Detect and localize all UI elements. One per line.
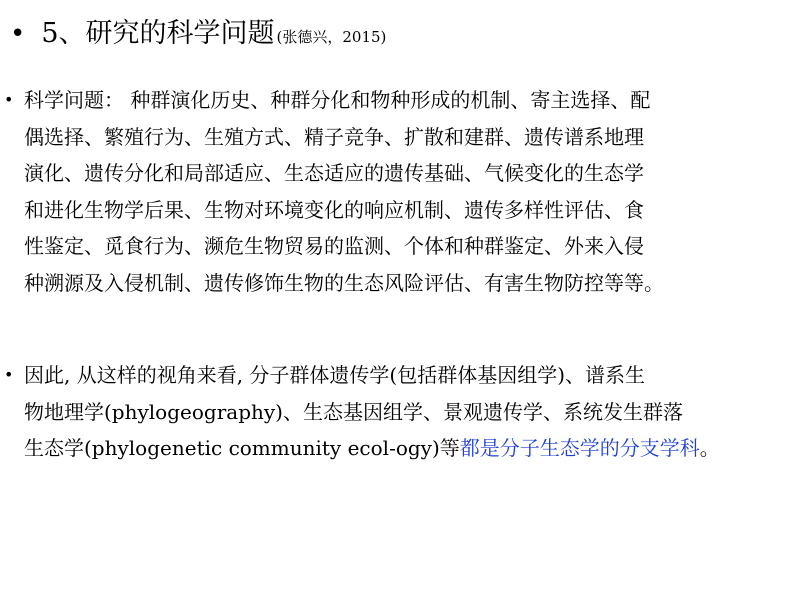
text-line: 科学问题： 种群演化历史、种群分化和物种形成的机制、寄主选择、配 [24,88,651,112]
paragraph-scientific-questions [4,82,794,302]
text-line: 种溯源及入侵机制、遗传修饰生物的生态风险评估、有害生物防控等等。 [24,270,664,295]
text-line: 偶选择、繁殖行为、生殖方式、精子竞争、扩散和建群、遗传谱系地理 [24,124,644,149]
title-bullet: • [10,19,26,49]
highlighted-text: 都是分子生态学的分支学科 [459,436,700,461]
paragraph-body [24,82,794,302]
slide-title [10,14,790,54]
text-line: 物地理学(phylogeography)、生态基因组学、景观遗传学、系统发生群落 [24,399,683,424]
text-line: 因此, 从这样的视角来看, 分子群体遗传学(包括群体基因组学)、谱系生 [24,363,646,387]
bullet-point: • [4,365,14,384]
title-text: 5、研究的科学问题 [41,18,275,49]
bullet-point: • [4,90,14,109]
text-line-last [24,430,794,467]
text-line: 和进化生物学后果、生物对环境变化的响应机制、遗传多样性评估、食 [24,197,644,222]
text-line: 演化、遗传分化和局部适应、生态适应的遗传基础、气候变化的生态学 [24,161,644,186]
title-citation: (张德兴，2015) [276,28,387,46]
text-segment: 生态学(phylogenetic community ecol-ogy)等 [24,436,460,461]
text-segment: 。 [699,436,720,461]
text-line: 性鉴定、觅食行为、濒危生物贸易的监测、个体和种群鉴定、外来入侵 [24,234,644,259]
paragraph-body [24,357,794,467]
paragraph-subdisciplines [4,357,794,467]
